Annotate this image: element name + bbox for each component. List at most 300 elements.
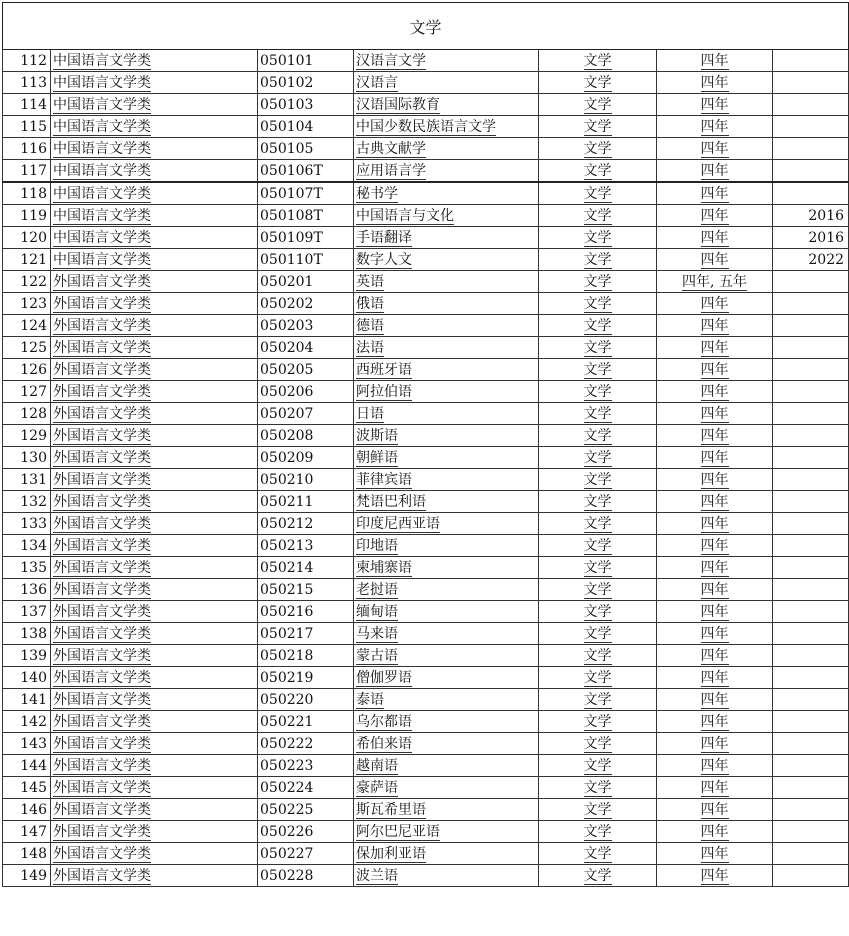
duration-cell: [657, 425, 773, 447]
duration-cell: [657, 733, 773, 755]
duration-text: 四年: [700, 427, 729, 444]
discipline-cell: [539, 491, 657, 513]
row-number-cell: [3, 623, 51, 645]
discipline-text: 文学: [583, 603, 612, 620]
row-number-text: 117: [20, 162, 47, 179]
discipline-text: 文学: [583, 52, 612, 69]
table-row: [3, 182, 849, 205]
discipline-text: 文学: [583, 317, 612, 334]
discipline-cell: [539, 182, 657, 205]
row-number-cell: [3, 205, 51, 227]
section-title-row: [3, 3, 849, 50]
major-name-text: 中国少数民族语言文学: [356, 118, 496, 135]
category-text: 外国语言文学类: [53, 823, 151, 840]
major-code-text: 050205: [260, 361, 314, 378]
major-code-text: 050210: [260, 471, 314, 488]
discipline-text: 文学: [583, 801, 612, 818]
major-code-text: 050110T: [260, 251, 323, 268]
major-code-cell: [258, 755, 354, 777]
major-code-cell: [258, 138, 354, 160]
major-code-cell: [258, 94, 354, 116]
row-number-text: 130: [20, 449, 47, 466]
major-name-cell: [354, 381, 539, 403]
major-catalog-document: [2, 2, 848, 887]
category-text: 中国语言文学类: [53, 140, 151, 157]
duration-cell: [657, 138, 773, 160]
major-code-text: 050214: [260, 559, 314, 576]
row-number-text: 143: [20, 735, 47, 752]
duration-cell: [657, 469, 773, 491]
row-number-cell: [3, 469, 51, 491]
category-text: 外国语言文学类: [53, 691, 151, 708]
major-name-text: 法语: [356, 339, 384, 356]
row-number-text: 119: [20, 207, 47, 224]
major-code-text: 050222: [260, 735, 314, 752]
discipline-cell: [539, 447, 657, 469]
major-name-cell: [354, 50, 539, 72]
discipline-text: 文学: [583, 779, 612, 796]
discipline-cell: [539, 645, 657, 667]
discipline-cell: [539, 469, 657, 491]
major-code-text: 050201: [260, 273, 314, 290]
discipline-cell: [539, 403, 657, 425]
category-cell: [51, 557, 258, 579]
duration-cell: [657, 359, 773, 381]
year-added-cell: [773, 94, 849, 116]
discipline-cell: [539, 623, 657, 645]
major-name-cell: [354, 447, 539, 469]
row-number-text: 142: [20, 713, 47, 730]
major-name-text: 汉语国际教育: [356, 96, 440, 113]
major-name-text: 秘书学: [356, 185, 398, 202]
row-number-text: 138: [20, 625, 47, 642]
category-cell: [51, 733, 258, 755]
table-row: [3, 865, 849, 887]
year-added-cell: [773, 733, 849, 755]
discipline-text: 文学: [583, 823, 612, 840]
category-cell: [51, 72, 258, 94]
row-number-cell: [3, 182, 51, 205]
discipline-text: 文学: [583, 691, 612, 708]
major-name-text: 保加利亚语: [356, 845, 426, 862]
major-name-cell: [354, 667, 539, 689]
major-code-cell: [258, 403, 354, 425]
duration-text: 四年: [700, 449, 729, 466]
section-title: 文学: [3, 3, 849, 50]
major-code-cell: [258, 689, 354, 711]
row-number-cell: [3, 293, 51, 315]
category-cell: [51, 447, 258, 469]
category-text: 外国语言文学类: [53, 713, 151, 730]
year-added-cell: [773, 513, 849, 535]
discipline-cell: [539, 425, 657, 447]
major-name-cell: [354, 205, 539, 227]
duration-cell: [657, 689, 773, 711]
discipline-cell: [539, 138, 657, 160]
major-code-text: 050217: [260, 625, 314, 642]
duration-text: 四年: [700, 405, 729, 422]
major-code-cell: [258, 513, 354, 535]
major-code-cell: [258, 821, 354, 843]
major-code-text: 050202: [260, 295, 314, 312]
duration-text: 四年: [700, 559, 729, 576]
table-row: [3, 755, 849, 777]
major-code-text: 050213: [260, 537, 314, 554]
discipline-cell: [539, 821, 657, 843]
discipline-cell: [539, 601, 657, 623]
discipline-cell: [539, 513, 657, 535]
row-number-cell: [3, 535, 51, 557]
major-name-cell: [354, 469, 539, 491]
major-name-text: 僧伽罗语: [356, 669, 412, 686]
duration-text: 四年: [700, 295, 729, 312]
year-added-cell: [773, 777, 849, 799]
row-number-text: 115: [20, 118, 47, 135]
table-row: [3, 821, 849, 843]
table-row: [3, 425, 849, 447]
duration-text: 四年: [700, 625, 729, 642]
row-number-cell: [3, 403, 51, 425]
major-name-cell: [354, 733, 539, 755]
major-code-text: 050223: [260, 757, 314, 774]
year-added-cell: [773, 138, 849, 160]
duration-cell: [657, 557, 773, 579]
duration-cell: [657, 271, 773, 293]
duration-cell: [657, 337, 773, 359]
row-number-cell: [3, 337, 51, 359]
major-name-cell: [354, 160, 539, 183]
year-added-cell: [773, 403, 849, 425]
year-added-cell: [773, 623, 849, 645]
discipline-text: 文学: [583, 845, 612, 862]
duration-cell: [657, 821, 773, 843]
category-text: 外国语言文学类: [53, 779, 151, 796]
discipline-cell: [539, 777, 657, 799]
category-cell: [51, 50, 258, 72]
duration-cell: [657, 491, 773, 513]
duration-cell: [657, 205, 773, 227]
major-code-cell: [258, 733, 354, 755]
major-code-cell: [258, 579, 354, 601]
major-name-text: 汉语言文学: [356, 52, 426, 69]
duration-text: 四年: [700, 74, 729, 91]
duration-cell: [657, 777, 773, 799]
category-cell: [51, 138, 258, 160]
category-text: 外国语言文学类: [53, 757, 151, 774]
table-row: [3, 403, 849, 425]
duration-cell: [657, 535, 773, 557]
row-number-cell: [3, 843, 51, 865]
category-text: 外国语言文学类: [53, 405, 151, 422]
duration-text: 四年: [700, 647, 729, 664]
major-code-text: 050102: [260, 74, 314, 91]
duration-cell: [657, 160, 773, 183]
discipline-text: 文学: [583, 427, 612, 444]
row-number-cell: [3, 72, 51, 94]
row-number-cell: [3, 425, 51, 447]
duration-text: 四年: [700, 251, 729, 268]
major-name-cell: [354, 865, 539, 887]
major-code-text: 050109T: [260, 229, 323, 246]
major-code-cell: [258, 447, 354, 469]
year-added-cell: [773, 381, 849, 403]
category-text: 中国语言文学类: [53, 251, 151, 268]
duration-text: 四年: [700, 162, 729, 179]
major-name-text: 越南语: [356, 757, 398, 774]
table-row: [3, 689, 849, 711]
year-added-cell: [773, 579, 849, 601]
discipline-cell: [539, 579, 657, 601]
major-name-text: 老挝语: [356, 581, 398, 598]
year-added-cell: [773, 227, 849, 249]
duration-text: 四年: [700, 229, 729, 246]
duration-text: 四年: [700, 779, 729, 796]
major-rows: [3, 50, 849, 887]
row-number-text: 141: [20, 691, 47, 708]
row-number-cell: [3, 138, 51, 160]
row-number-text: 135: [20, 559, 47, 576]
table-row: [3, 94, 849, 116]
category-text: 中国语言文学类: [53, 96, 151, 113]
duration-text: 四年: [700, 867, 729, 884]
major-code-text: 050212: [260, 515, 314, 532]
discipline-text: 文学: [583, 625, 612, 642]
discipline-text: 文学: [583, 339, 612, 356]
discipline-text: 文学: [583, 537, 612, 554]
category-text: 中国语言文学类: [53, 162, 151, 179]
discipline-text: 文学: [583, 867, 612, 884]
major-code-text: 050204: [260, 339, 314, 356]
duration-cell: [657, 94, 773, 116]
major-name-text: 豪萨语: [356, 779, 398, 796]
major-name-cell: [354, 755, 539, 777]
major-name-text: 印度尼西亚语: [356, 515, 440, 532]
row-number-cell: [3, 491, 51, 513]
major-code-cell: [258, 160, 354, 183]
year-added-cell: [773, 315, 849, 337]
table-row: [3, 205, 849, 227]
row-number-cell: [3, 689, 51, 711]
duration-text: 四年: [700, 823, 729, 840]
discipline-cell: [539, 535, 657, 557]
category-cell: [51, 843, 258, 865]
discipline-cell: [539, 843, 657, 865]
discipline-text: 文学: [583, 273, 612, 290]
discipline-text: 文学: [583, 405, 612, 422]
row-number-cell: [3, 315, 51, 337]
discipline-cell: [539, 227, 657, 249]
duration-text: 四年: [700, 207, 729, 224]
major-code-cell: [258, 645, 354, 667]
table-row: [3, 535, 849, 557]
discipline-cell: [539, 249, 657, 271]
major-name-text: 汉语言: [356, 74, 398, 91]
table-row: [3, 293, 849, 315]
discipline-text: 文学: [583, 74, 612, 91]
discipline-text: 文学: [583, 295, 612, 312]
duration-cell: [657, 227, 773, 249]
duration-text: 四年: [700, 96, 729, 113]
category-text: 外国语言文学类: [53, 515, 151, 532]
discipline-cell: [539, 293, 657, 315]
year-added-cell: [773, 205, 849, 227]
major-name-cell: [354, 579, 539, 601]
category-cell: [51, 271, 258, 293]
duration-text: 四年: [700, 515, 729, 532]
major-code-text: 050107T: [260, 185, 323, 202]
row-number-cell: [3, 513, 51, 535]
major-name-text: 蒙古语: [356, 647, 398, 664]
major-code-text: 050209: [260, 449, 314, 466]
major-name-cell: [354, 359, 539, 381]
major-code-text: 050219: [260, 669, 314, 686]
category-text: 中国语言文学类: [53, 207, 151, 224]
row-number-text: 139: [20, 647, 47, 664]
major-code-cell: [258, 711, 354, 733]
major-code-cell: [258, 843, 354, 865]
category-cell: [51, 381, 258, 403]
category-cell: [51, 865, 258, 887]
row-number-text: 148: [20, 845, 47, 862]
row-number-text: 125: [20, 339, 47, 356]
major-code-text: 050221: [260, 713, 314, 730]
discipline-text: 文学: [583, 118, 612, 135]
table-row: [3, 447, 849, 469]
major-name-cell: [354, 645, 539, 667]
category-cell: [51, 777, 258, 799]
major-code-cell: [258, 271, 354, 293]
major-code-text: 050228: [260, 867, 314, 884]
row-number-text: 137: [20, 603, 47, 620]
major-name-text: 阿拉伯语: [356, 383, 412, 400]
row-number-text: 124: [20, 317, 47, 334]
category-text: 外国语言文学类: [53, 537, 151, 554]
category-text: 外国语言文学类: [53, 735, 151, 752]
discipline-cell: [539, 337, 657, 359]
row-number-cell: [3, 601, 51, 623]
row-number-text: 126: [20, 361, 47, 378]
major-name-cell: [354, 182, 539, 205]
row-number-cell: [3, 821, 51, 843]
table-row: [3, 667, 849, 689]
row-number-text: 116: [20, 140, 47, 157]
year-added-cell: [773, 116, 849, 138]
discipline-cell: [539, 271, 657, 293]
discipline-text: 文学: [583, 471, 612, 488]
major-code-cell: [258, 425, 354, 447]
major-code-text: 050108T: [260, 207, 323, 224]
category-cell: [51, 359, 258, 381]
category-cell: [51, 116, 258, 138]
duration-text: 四年: [700, 845, 729, 862]
duration-text: 四年: [700, 52, 729, 69]
major-name-text: 缅甸语: [356, 603, 398, 620]
year-added-cell: [773, 689, 849, 711]
category-text: 外国语言文学类: [53, 317, 151, 334]
discipline-cell: [539, 315, 657, 337]
category-text: 外国语言文学类: [53, 867, 151, 884]
year-added-cell: [773, 425, 849, 447]
major-code-cell: [258, 601, 354, 623]
major-table: [2, 2, 849, 887]
major-code-cell: [258, 337, 354, 359]
table-row: [3, 777, 849, 799]
major-name-cell: [354, 535, 539, 557]
major-code-cell: [258, 535, 354, 557]
discipline-cell: [539, 799, 657, 821]
major-code-cell: [258, 249, 354, 271]
row-number-cell: [3, 799, 51, 821]
duration-text: 四年: [700, 317, 729, 334]
duration-cell: [657, 579, 773, 601]
row-number-cell: [3, 94, 51, 116]
major-name-text: 西班牙语: [356, 361, 412, 378]
major-code-text: 050206: [260, 383, 314, 400]
row-number-text: 140: [20, 669, 47, 686]
category-text: 外国语言文学类: [53, 273, 151, 290]
row-number-text: 131: [20, 471, 47, 488]
category-cell: [51, 337, 258, 359]
major-name-cell: [354, 94, 539, 116]
duration-cell: [657, 799, 773, 821]
row-number-text: 128: [20, 405, 47, 422]
duration-cell: [657, 50, 773, 72]
row-number-text: 146: [20, 801, 47, 818]
category-text: 外国语言文学类: [53, 427, 151, 444]
row-number-text: 118: [20, 185, 47, 202]
category-cell: [51, 293, 258, 315]
major-name-text: 印地语: [356, 537, 398, 554]
discipline-cell: [539, 116, 657, 138]
duration-cell: [657, 315, 773, 337]
category-text: 外国语言文学类: [53, 295, 151, 312]
category-text: 外国语言文学类: [53, 361, 151, 378]
discipline-text: 文学: [583, 757, 612, 774]
duration-cell: [657, 843, 773, 865]
category-cell: [51, 667, 258, 689]
major-name-cell: [354, 337, 539, 359]
year-added-cell: [773, 865, 849, 887]
discipline-cell: [539, 72, 657, 94]
duration-text: 四年: [700, 118, 729, 135]
major-code-cell: [258, 777, 354, 799]
major-name-text: 斯瓦希里语: [356, 801, 426, 818]
row-number-text: 132: [20, 493, 47, 510]
row-number-text: 123: [20, 295, 47, 312]
major-code-text: 050220: [260, 691, 314, 708]
table-row: [3, 138, 849, 160]
category-text: 外国语言文学类: [53, 581, 151, 598]
category-cell: [51, 799, 258, 821]
category-text: 中国语言文学类: [53, 118, 151, 135]
table-row: [3, 601, 849, 623]
discipline-text: 文学: [583, 669, 612, 686]
discipline-cell: [539, 755, 657, 777]
year-added-cell: [773, 182, 849, 205]
major-code-cell: [258, 293, 354, 315]
major-name-text: 手语翻译: [356, 229, 412, 246]
major-code-cell: [258, 359, 354, 381]
category-text: 外国语言文学类: [53, 845, 151, 862]
major-name-cell: [354, 116, 539, 138]
major-code-text: 050101: [260, 52, 314, 69]
major-name-text: 希伯来语: [356, 735, 412, 752]
major-name-cell: [354, 293, 539, 315]
major-code-cell: [258, 315, 354, 337]
category-cell: [51, 469, 258, 491]
category-cell: [51, 205, 258, 227]
discipline-cell: [539, 50, 657, 72]
